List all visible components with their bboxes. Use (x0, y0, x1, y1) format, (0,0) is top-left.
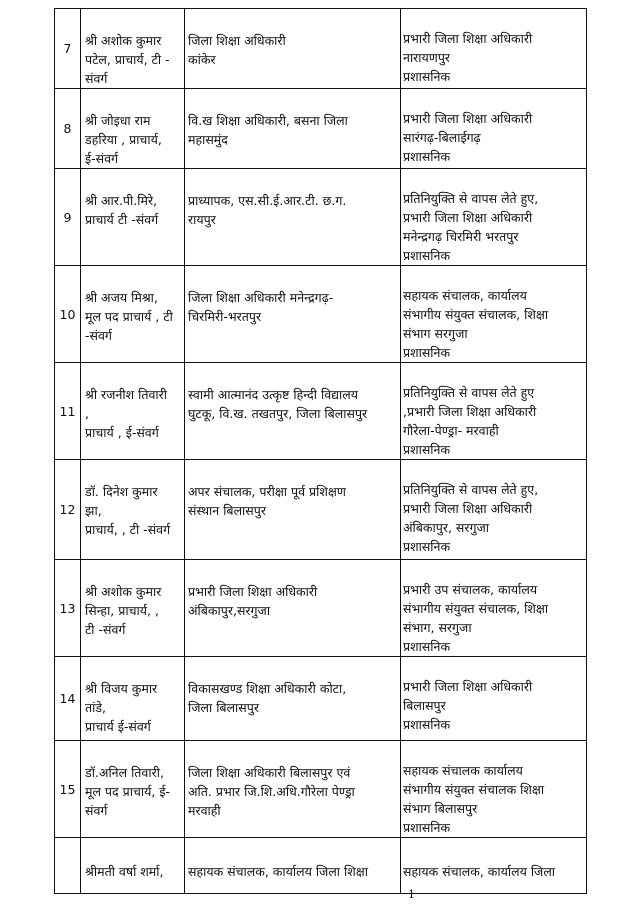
officer-name-line: डॉ. दिनेश कुमार (85, 484, 158, 499)
current-post-line: स्वामी आत्मानंद उत्कृष्ट हिन्दी विद्यालय (188, 387, 358, 402)
officer-name-line: श्री विजय कुमार (85, 681, 158, 696)
officer-name-cell (81, 266, 185, 363)
new-posting-cell (401, 838, 587, 894)
serial-number: 10 (55, 266, 81, 363)
new-posting-line: संभाग, सरगुजा (403, 620, 472, 635)
current-post-cell-content (188, 460, 400, 520)
current-post-line: रायपुर (188, 212, 216, 227)
new-posting-cell-content (403, 363, 586, 459)
new-posting-cell-content (403, 741, 586, 837)
new-posting-cell-content (403, 460, 586, 556)
current-post-cell (185, 741, 401, 838)
current-post-line: कांकेर (188, 52, 216, 67)
officer-name-line: श्रीमती वर्षा शर्मा, (85, 864, 164, 879)
serial-number: 14 (55, 657, 81, 741)
serial-number: 9 (55, 169, 81, 266)
current-post-line: जिला बिलासपुर (188, 700, 259, 715)
new-posting-line: प्रभारी जिला शिक्षा अधिकारी (403, 31, 533, 46)
current-post-line: सहायक संचालक, कार्यालय जिला शिक्षा (188, 864, 368, 879)
new-posting-cell-content (403, 169, 586, 265)
new-posting-cell-content (403, 838, 586, 881)
officer-name-line: श्री अशोक कुमार (85, 584, 162, 599)
current-post-line: चिरमिरी-भरतपुर (188, 309, 262, 324)
new-posting-line: प्रतिनियुक्ति से वापस लेते हुए (403, 385, 535, 400)
current-post-line: विकासखण्ड शिक्षा अधिकारी कोटा, (188, 681, 347, 696)
officer-name-cell (81, 560, 185, 657)
current-post-line: मरवाही (188, 803, 221, 818)
new-posting-line: अंबिकापुर, सरगुजा (403, 520, 490, 535)
new-posting-cell-content (403, 89, 586, 166)
officer-name-line: प्राचार्य , ई-संवर्ग (85, 425, 159, 440)
new-posting-line: प्रभारी जिला शिक्षा अधिकारी (403, 679, 533, 694)
new-posting-cell (401, 460, 587, 560)
current-post-cell (185, 460, 401, 560)
officer-name-cell (81, 89, 185, 169)
new-posting-line: प्रशासनिक (403, 149, 451, 164)
new-posting-line: बिलासपुर (403, 698, 446, 713)
officer-name-line: -संवर्ग (85, 328, 112, 343)
officer-name-line: प्राचार्य ई-संवर्ग (85, 719, 151, 734)
serial-number: 11 (55, 363, 81, 460)
new-posting-line: सारंगढ़-बिलाईगढ़ (403, 130, 481, 145)
new-posting-line: संभागीय संयुक्त संचालक, शिक्षा (403, 601, 549, 616)
new-posting-cell (401, 89, 587, 169)
current-post-cell-content (188, 89, 400, 149)
new-posting-line: प्रशासनिक (403, 345, 451, 360)
table-row (55, 169, 587, 266)
officer-name-line: डॉ.अनिल तिवारी, (85, 765, 164, 780)
officer-name-cell (81, 460, 185, 560)
officer-name-line: टी -संवर्ग (85, 622, 126, 637)
table-row (55, 9, 587, 89)
current-post-line: संस्थान बिलासपुर (188, 503, 266, 518)
new-posting-line: प्रशासनिक (403, 442, 451, 457)
new-posting-cell (401, 657, 587, 741)
table-row (55, 266, 587, 363)
officer-name-line: श्री जोइधा राम (85, 113, 151, 128)
new-posting-line: मनेन्द्रगढ़ चिरमिरी भरतपुर (403, 229, 519, 244)
current-post-cell-content (188, 363, 400, 423)
officer-name-cell (81, 657, 185, 741)
serial-number: 7 (55, 9, 81, 89)
new-posting-cell-content (403, 560, 586, 656)
current-post-cell (185, 363, 401, 460)
new-posting-cell (401, 266, 587, 363)
officer-name-cell-content (85, 266, 184, 345)
current-post-cell-content (188, 266, 400, 326)
current-post-cell (185, 838, 401, 894)
officer-name-line: तांडे, (85, 700, 107, 715)
table-row (55, 838, 587, 894)
officer-name-cell-content (85, 89, 184, 168)
current-post-line: अंबिकापुर,सरगुजा (188, 603, 271, 618)
current-post-line: अति. प्रभार जि.शि.अधि.गौरेला पेण्ड्रा (188, 784, 355, 799)
current-post-cell-content (188, 560, 400, 620)
table-row (55, 363, 587, 460)
current-post-line: जिला शिक्षा अधिकारी बिलासपुर एवं (188, 765, 351, 780)
officer-name-cell-content (85, 169, 184, 229)
serial-number: 12 (55, 460, 81, 560)
new-posting-cell-content (403, 9, 586, 86)
serial-number: 15 (55, 741, 81, 838)
current-post-line: जिला शिक्षा अधिकारी (188, 33, 286, 48)
new-posting-line: प्रशासनिक (403, 717, 451, 732)
table-row (55, 560, 587, 657)
officer-name-line: श्री रजनीश तिवारी (85, 387, 167, 402)
new-posting-line: ,प्रभारी जिला शिक्षा अधिकारी (403, 404, 537, 419)
page-number: 1 (408, 888, 415, 901)
officer-name-line: ई-संवर्ग (85, 151, 119, 166)
officer-name-cell-content (85, 560, 184, 639)
new-posting-line: गौरेला-पेण्ड्रा- मरवाही (403, 423, 499, 438)
new-posting-line: प्रतिनियुक्ति से वापस लेते हुए, (403, 482, 539, 497)
officer-name-line: डहरिया , प्राचार्य, (85, 132, 162, 147)
officer-name-line: , (85, 406, 89, 421)
officer-name-cell (81, 363, 185, 460)
new-posting-cell (401, 741, 587, 838)
officer-name-line: पटेल, प्राचार्य, टी - (85, 52, 170, 67)
officer-name-line: मूल पद प्राचार्य, ई- (85, 784, 171, 799)
serial-number: 13 (55, 560, 81, 657)
new-posting-line: सहायक संचालक, कार्यालय जिला (403, 864, 556, 879)
officer-name-cell-content (85, 657, 184, 736)
new-posting-line: प्रशासनिक (403, 539, 451, 554)
table-row (55, 460, 587, 560)
new-posting-cell (401, 363, 587, 460)
new-posting-line: प्रशासनिक (403, 248, 451, 263)
table-row (55, 657, 587, 741)
officer-name-line: संवर्ग (85, 803, 108, 818)
officer-name-line: सिन्हा, प्राचार्य, , (85, 603, 159, 618)
officer-name-cell (81, 9, 185, 89)
new-posting-line: प्रशासनिक (403, 639, 451, 654)
current-post-line: वि.ख शिक्षा अधिकारी, बसना जिला (188, 113, 348, 128)
new-posting-line: नारायणपुर (403, 50, 451, 65)
new-posting-cell (401, 169, 587, 266)
new-posting-line: प्रशासनिक (403, 820, 451, 835)
officer-name-line: संवर्ग (85, 71, 108, 86)
new-posting-cell (401, 9, 587, 89)
current-post-cell (185, 169, 401, 266)
officer-name-line: मूल पद प्राचार्य , टी (85, 309, 173, 324)
new-posting-line: प्रभारी जिला शिक्षा अधिकारी (403, 111, 533, 126)
new-posting-line: सहायक संचालक कार्यालय (403, 763, 523, 778)
new-posting-line: संभाग सरगुजा (403, 326, 468, 341)
officer-name-cell-content (85, 460, 184, 539)
current-post-cell (185, 657, 401, 741)
new-posting-line: सहायक संचालक, कार्यालय (403, 288, 527, 303)
current-post-cell (185, 560, 401, 657)
new-posting-line: प्रभारी जिला शिक्षा अधिकारी (403, 210, 533, 225)
new-posting-cell-content (403, 657, 586, 734)
new-posting-line: संभागीय संयुक्त संचालक, शिक्षा (403, 307, 549, 322)
current-post-cell (185, 266, 401, 363)
officer-name-line: श्री आर.पी.मिरे, (85, 193, 158, 208)
current-post-cell-content (188, 169, 400, 229)
new-posting-line: प्रभारी जिला शिक्षा अधिकारी (403, 501, 533, 516)
new-posting-line: प्रतिनियुक्ति से वापस लेते हुए, (403, 191, 539, 206)
officer-name-line: झा, (85, 503, 102, 518)
current-post-line: अपर संचालक, परीक्षा पूर्व प्रशिक्षण (188, 484, 346, 499)
new-posting-cell (401, 560, 587, 657)
serial-number: 8 (55, 89, 81, 169)
current-post-cell-content (188, 838, 400, 881)
officer-name-cell-content (85, 838, 184, 881)
new-posting-line: संभागीय संयुक्त संचालक शिक्षा (403, 782, 545, 797)
new-posting-line: प्रभारी उप संचालक, कार्यालय (403, 582, 538, 597)
new-posting-line: संभाग बिलासपुर (403, 801, 478, 816)
officer-name-line: प्राचार्य, , टी -संवर्ग (85, 522, 171, 537)
officer-name-line: श्री अशोक कुमार (85, 33, 162, 48)
officer-name-cell (81, 838, 185, 894)
new-posting-line: प्रशासनिक (403, 69, 451, 84)
table-row (55, 741, 587, 838)
officer-name-cell-content (85, 363, 184, 442)
current-post-cell (185, 9, 401, 89)
current-post-line: घुटकू, वि.ख. तखतपुर, जिला बिलासपुर (188, 406, 368, 421)
current-post-line: प्रभारी जिला शिक्षा अधिकारी (188, 584, 318, 599)
current-post-line: प्राध्यापक, एस.सी.ई.आर.टी. छ.ग. (188, 193, 347, 208)
current-post-cell (185, 89, 401, 169)
officer-name-cell (81, 741, 185, 838)
current-post-cell-content (188, 9, 400, 69)
officer-name-cell-content (85, 741, 184, 820)
officer-name-cell-content (85, 9, 184, 88)
current-post-line: जिला शिक्षा अधिकारी मनेन्द्रगढ़- (188, 290, 334, 305)
transfer-order-table (54, 8, 587, 894)
serial-number (55, 838, 81, 894)
new-posting-cell-content (403, 266, 586, 362)
current-post-line: महासमुंद (188, 132, 228, 147)
officer-name-cell (81, 169, 185, 266)
officer-name-line: प्राचार्य टी -संवर्ग (85, 212, 159, 227)
officer-name-line: श्री अजय मिश्रा, (85, 290, 158, 305)
table-row (55, 89, 587, 169)
table-body (55, 9, 587, 894)
current-post-cell-content (188, 657, 400, 717)
current-post-cell-content (188, 741, 400, 820)
